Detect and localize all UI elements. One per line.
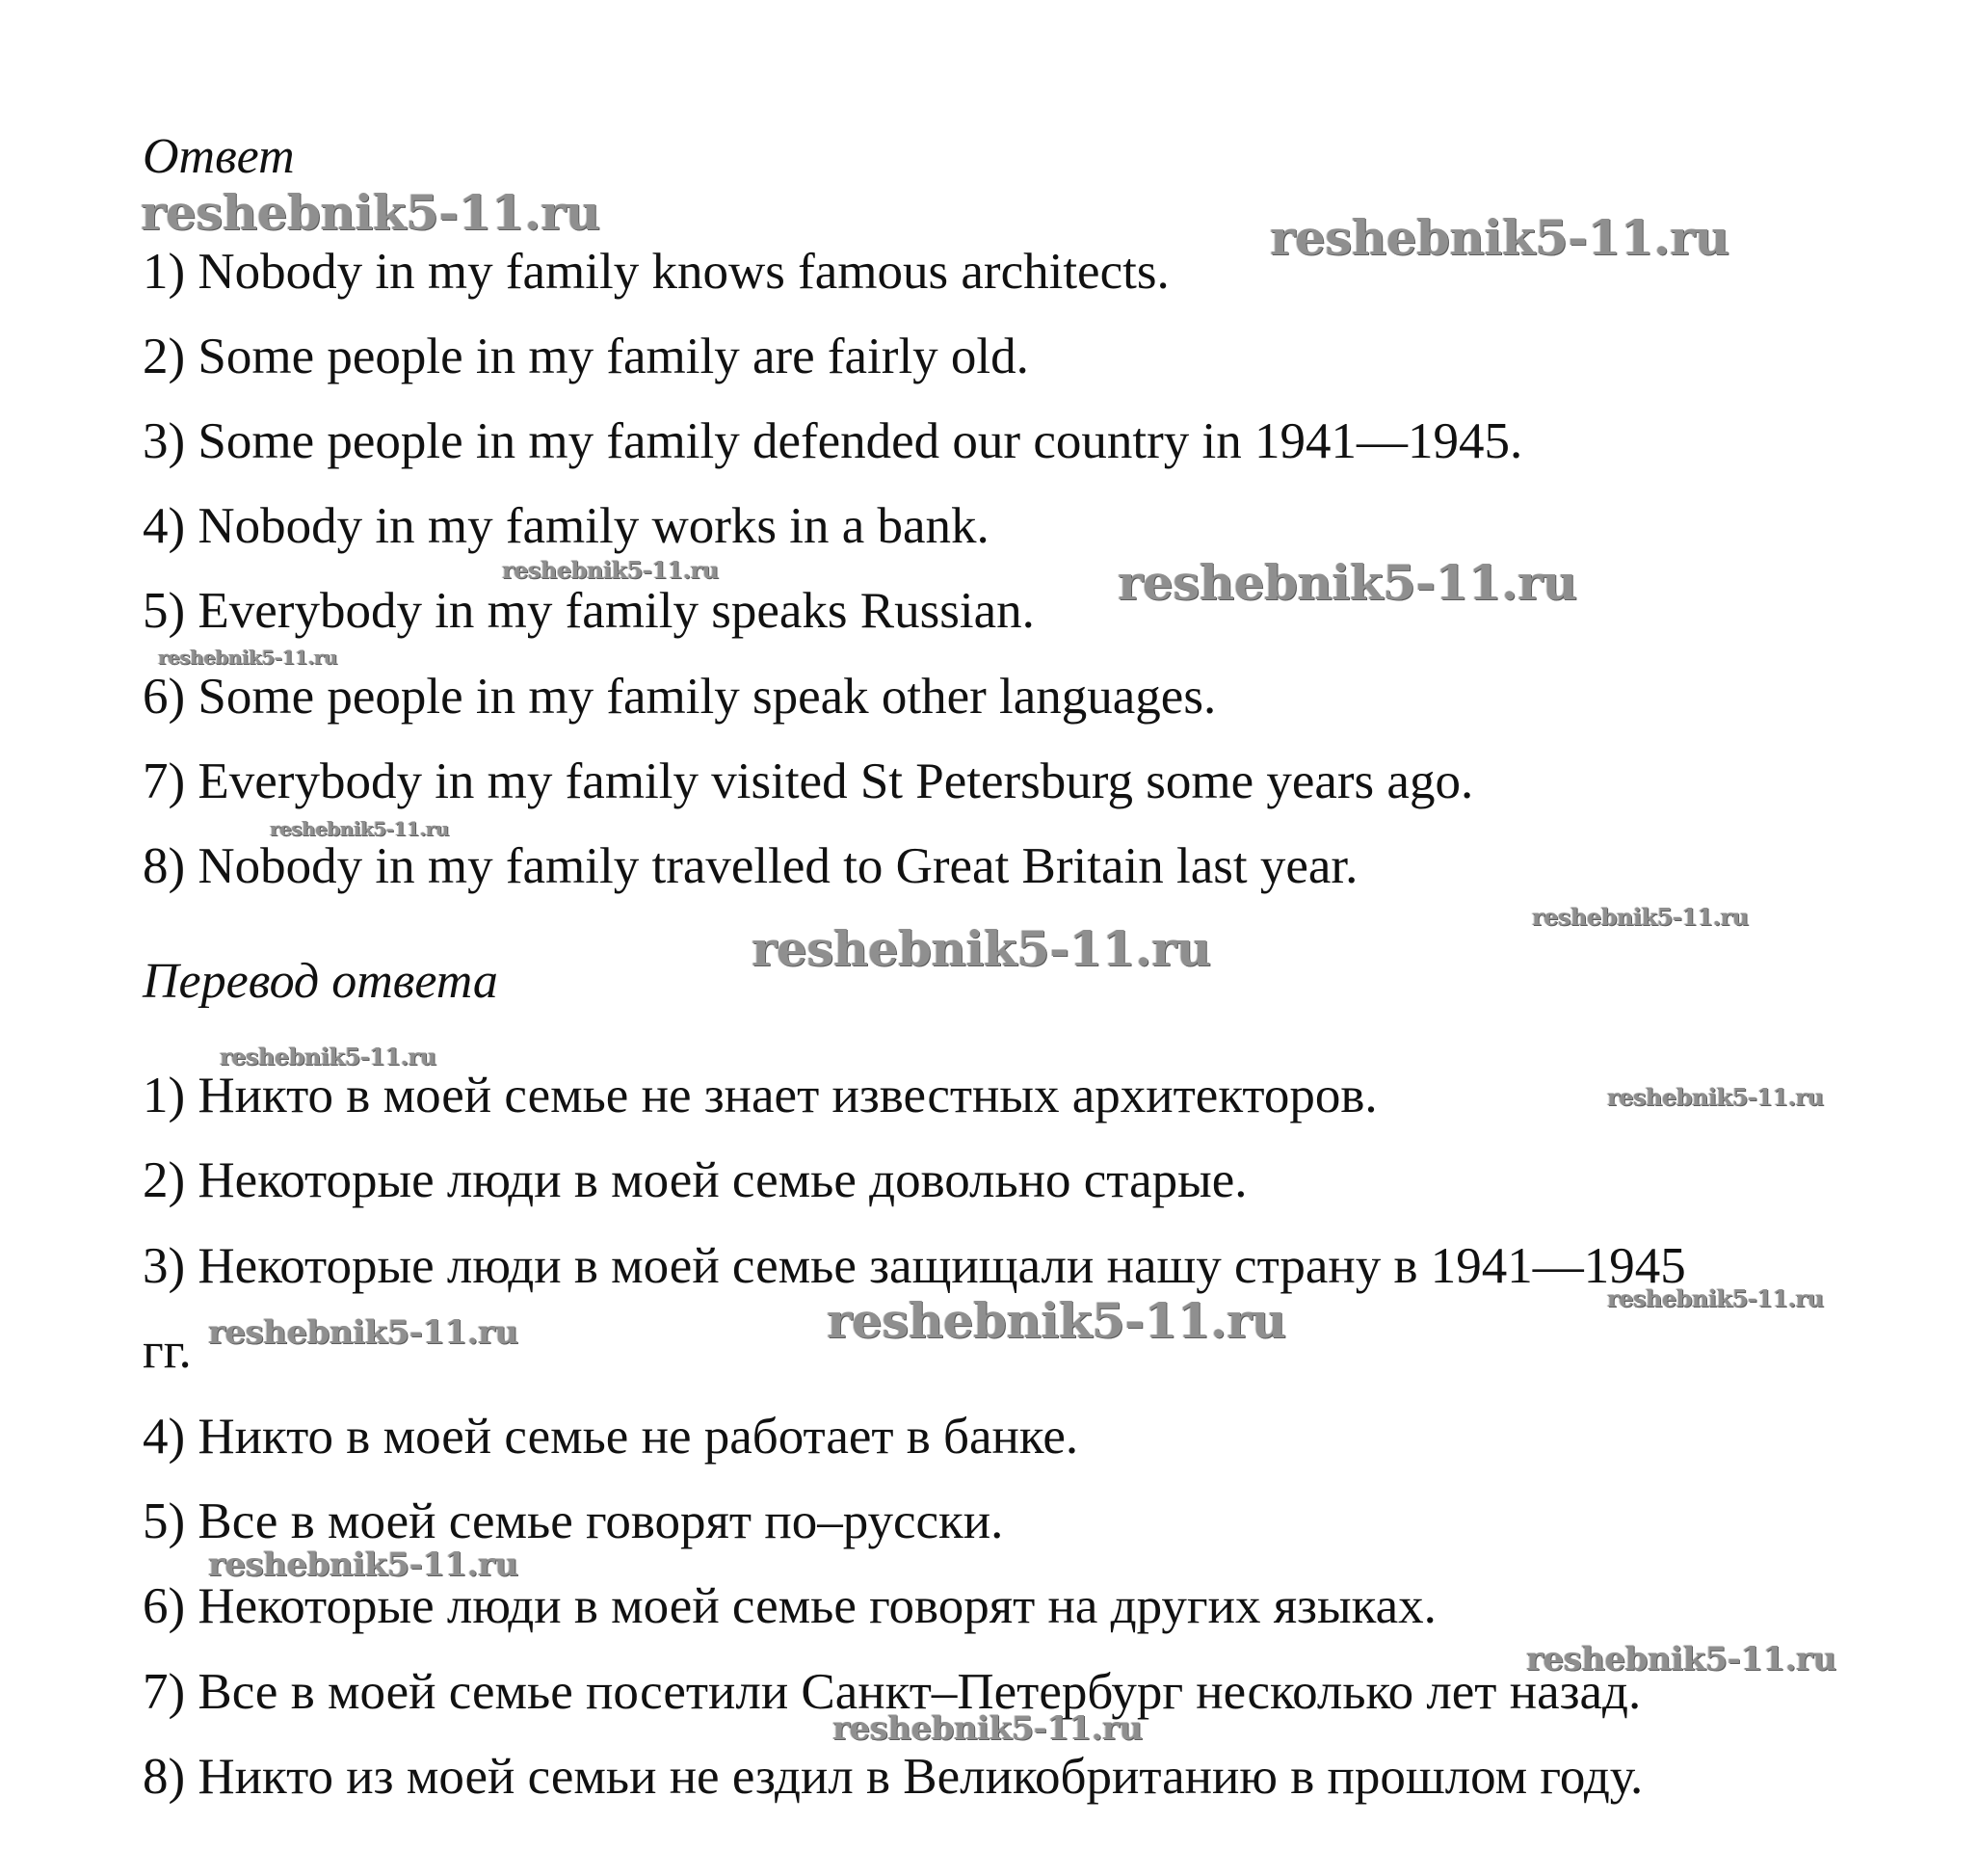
answer-line-8: 8) Nobody in my family travelled to Great Britain last year. [143,838,1359,894]
translation-line-3: 3) Некоторые люди в моей семье защищали нашу страну в 1941—1945 [143,1238,1686,1294]
answer-line-3: 3) Some people in my family defended our country in 1941—1945. [143,413,1523,469]
translation-line-5: 5) Все в моей семье говорят по–русски. [143,1493,1004,1549]
watermark: reshebnik5-11.ru [1118,554,1577,611]
watermark: reshebnik5-11.ru [1526,1640,1836,1678]
watermark: reshebnik5-11.ru [158,646,337,669]
watermark: reshebnik5-11.ru [270,817,449,840]
watermark: reshebnik5-11.ru [141,184,600,241]
translation-line-6: 6) Некоторые люди в моей семье говорят на других языках. [143,1578,1437,1634]
watermark: reshebnik5-11.ru [827,1292,1286,1349]
translation-line-3-cont: гг. [143,1323,192,1379]
watermark: reshebnik5-11.ru [220,1043,436,1070]
answer-line-5: 5) Everybody in my family speaks Russian. [143,583,1035,639]
translation-line-7: 7) Все в моей семье посетили Санкт–Петербург несколько лет назад. [143,1664,1642,1720]
translation-heading: Перевод ответа [143,954,498,1009]
answer-line-1: 1) Nobody in my family knows famous architects. [143,244,1170,300]
watermark: reshebnik5-11.ru [1607,1083,1824,1111]
watermark: reshebnik5-11.ru [502,556,719,584]
translation-line-2: 2) Некоторые люди в моей семье довольно старые. [143,1152,1248,1208]
answer-line-2: 2) Some people in my family are fairly old. [143,329,1029,384]
translation-line-8: 8) Никто из моей семьи не ездил в Великобританию в прошлом году. [143,1749,1644,1805]
watermark: reshebnik5-11.ru [1270,209,1729,266]
answer-line-6: 6) Some people in my family speak other languages. [143,669,1217,725]
answer-line-7: 7) Everybody in my family visited St Petersburg some years ago. [143,753,1474,809]
watermark: reshebnik5-11.ru [1532,903,1749,931]
watermark: reshebnik5-11.ru [208,1546,518,1584]
translation-line-4: 4) Никто в моей семье не работает в банке. [143,1409,1079,1465]
watermark: reshebnik5-11.ru [208,1313,518,1352]
watermark: reshebnik5-11.ru [752,920,1211,977]
translation-line-1: 1) Никто в моей семье не знает известных архитекторов. [143,1068,1378,1123]
watermark: reshebnik5-11.ru [1607,1284,1824,1312]
watermark: reshebnik5-11.ru [832,1709,1143,1748]
answer-line-4: 4) Nobody in my family works in a bank. [143,498,990,554]
answer-heading: Ответ [143,129,295,184]
